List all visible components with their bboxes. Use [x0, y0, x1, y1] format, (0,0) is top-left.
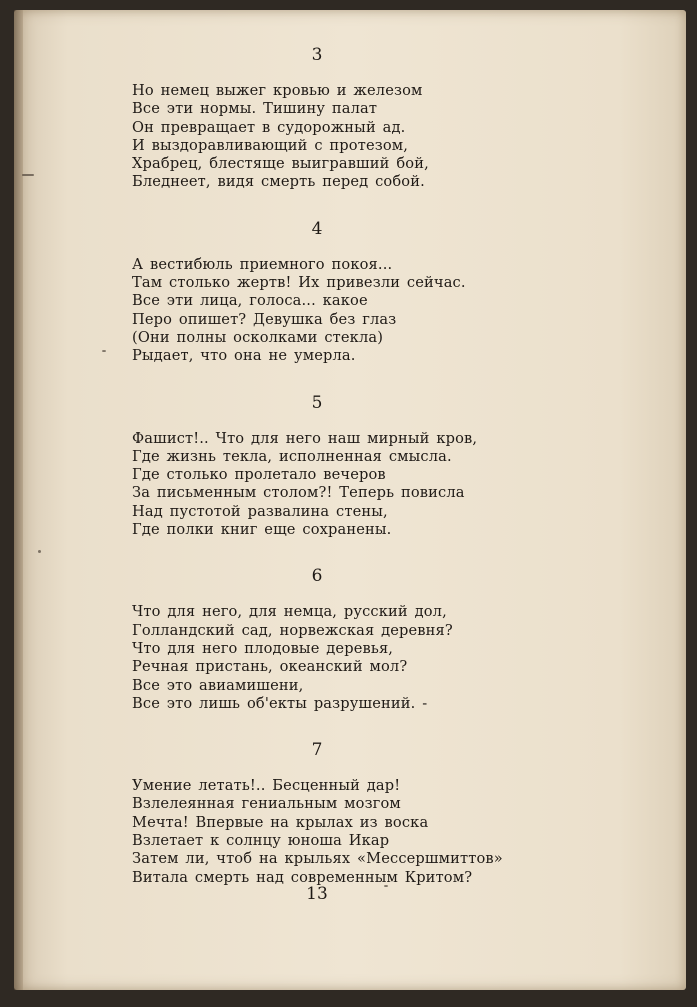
ink-speck	[102, 350, 106, 352]
poem-line: Все эти лица, голоса... какое	[132, 292, 368, 310]
stanza-6	[132, 565, 652, 713]
stanza-number: 5	[311, 392, 323, 413]
poem-line: За письменным столом?! Теперь повисла	[132, 484, 465, 502]
poem-line: Все эти нормы. Тишину палат	[132, 100, 378, 118]
poem-line: Фашист!.. Что для него наш мирный кров,	[132, 429, 478, 447]
poem-line: Что для него плодовые деревья,	[132, 639, 394, 657]
poem-line: Храбрец, блестяще выигравший бой,	[132, 155, 429, 173]
poem-line: Голландский сад, норвежская деревня?	[132, 621, 453, 639]
stanza-number: 4	[311, 218, 323, 239]
stanza-number: 6	[311, 566, 323, 587]
poem-line: Все это лишь об'екты разрушений. -	[132, 694, 428, 712]
poem-line: Где полки книг еще сохранены.	[132, 521, 392, 539]
stanza-gap	[132, 192, 652, 218]
stanza-gap	[132, 539, 652, 565]
poem-line: Мечта! Впервые на крылах из воска	[132, 813, 429, 831]
stanza-lines	[132, 82, 652, 192]
poem-line: Все это авиамишени,	[132, 676, 304, 694]
poem-line: Там столько жертв! Их привезли сейчас.	[132, 274, 466, 292]
page-gutter-shadow	[14, 10, 23, 990]
stanza-gap	[132, 366, 652, 392]
stanza-lines	[132, 603, 652, 713]
stanza-lines	[132, 777, 652, 887]
stanza-4	[132, 218, 652, 366]
stanza-3	[132, 44, 652, 192]
poem-line: Витала смерть над современным Критом?	[132, 868, 473, 886]
poem-line: (Они полны осколками стекла)	[132, 328, 384, 346]
poem-line: Рыдает, что она не умерла.	[132, 347, 356, 365]
poem-line: Что для него, для немца, русский дол,	[132, 603, 447, 621]
poem-line: Перо опишет? Девушка без глаз	[132, 310, 397, 328]
poem-line: Речная пристань, океанский мол?	[132, 658, 408, 676]
paper-page	[14, 10, 686, 990]
stanza-number: 3	[311, 45, 323, 65]
stanza-number: 7	[311, 740, 323, 761]
stanza-gap	[132, 713, 652, 739]
ink-speck	[38, 550, 41, 553]
poem-line: Взлелеянная гениальным мозгом	[132, 795, 401, 813]
poem-line: Где жизнь текла, исполненная смысла.	[132, 447, 452, 465]
poem-line: Он превращает в судорожный ад.	[132, 118, 406, 136]
page-number: 13	[306, 884, 328, 904]
poem-line: Бледнеет, видя смерть перед собой.	[132, 173, 425, 191]
poem-line: А вестибюль приемного покоя...	[132, 255, 393, 273]
poem-text	[132, 44, 652, 887]
stanza-lines	[132, 430, 652, 540]
poem-line: Взлетает к солнцу юноша Икар	[132, 832, 390, 850]
poem-line: Но немец выжег кровью и железом	[132, 82, 423, 99]
ink-speck	[22, 174, 34, 176]
poem-line: Затем ли, чтоб на крыльях «Мессершмиттов»	[132, 850, 503, 868]
poem-line: Где столько пролетало вечеров	[132, 466, 386, 484]
poem-line: Над пустотой развалина стены,	[132, 502, 388, 520]
poem-line: И выздоравливающий с протезом,	[132, 136, 409, 154]
stanza-lines	[132, 256, 652, 366]
stanza-5	[132, 392, 652, 540]
stanza-7	[132, 739, 652, 887]
poem-line: Умение летать!.. Бесценный дар!	[132, 777, 401, 795]
